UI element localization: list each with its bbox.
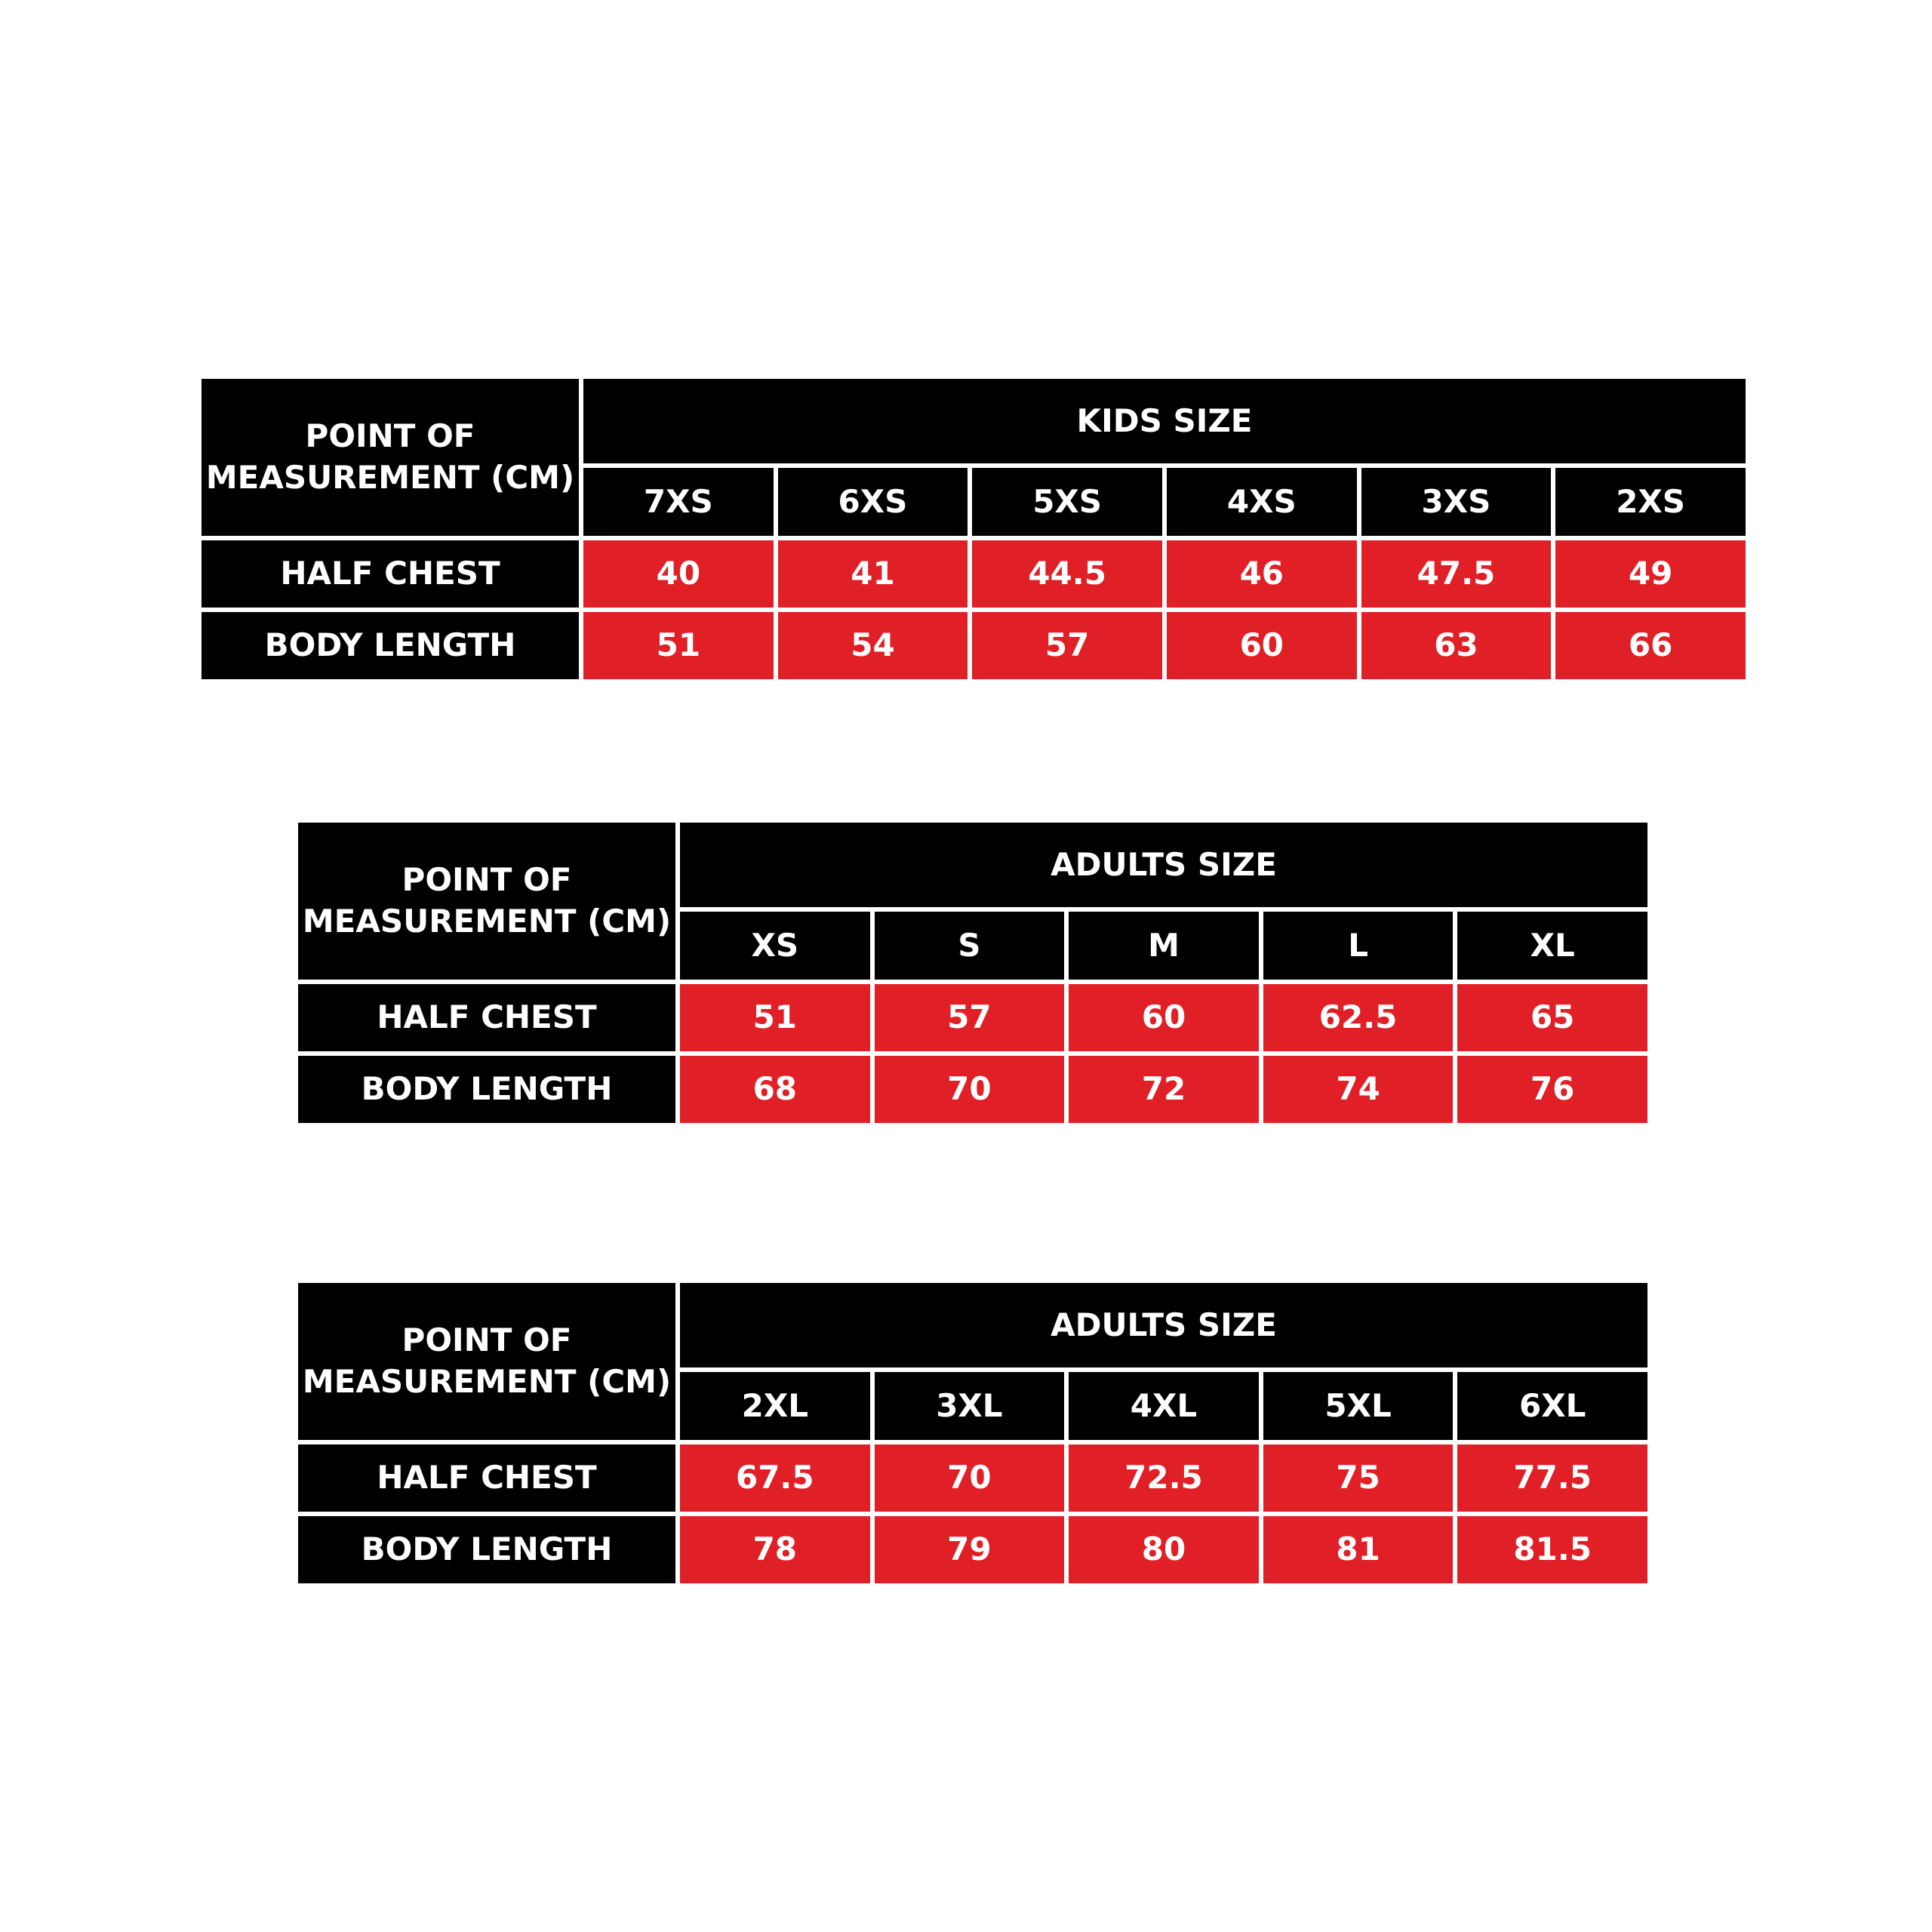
table-row — [298, 984, 1647, 1051]
size-group-header: KIDS SIZE — [583, 379, 1746, 463]
size-group-header: ADULTS SIZE — [680, 1283, 1647, 1367]
size-header: 5XS — [972, 468, 1162, 536]
value-cell: 62.5 — [1263, 984, 1454, 1051]
adults-size-table — [294, 818, 1652, 1128]
value-cell: 63 — [1361, 612, 1552, 679]
value-cell: 57 — [875, 984, 1065, 1051]
table-row — [202, 540, 1746, 608]
size-header: 3XS — [1361, 468, 1552, 536]
kids-size-table — [197, 374, 1750, 684]
size-header: 2XL — [680, 1372, 870, 1440]
value-cell: 78 — [680, 1516, 870, 1583]
value-cell: 81 — [1263, 1516, 1454, 1583]
point-of-measurement-header: POINT OF MEASUREMENT (CM) — [298, 823, 675, 980]
value-cell: 77.5 — [1457, 1444, 1647, 1512]
value-cell: 81.5 — [1457, 1516, 1647, 1583]
value-cell: 47.5 — [1361, 540, 1552, 608]
value-cell: 72.5 — [1069, 1444, 1259, 1512]
row-label: BODY LENGTH — [202, 612, 579, 679]
adults-plus-size-table — [294, 1278, 1652, 1588]
value-cell: 51 — [680, 984, 870, 1051]
size-group-header: ADULTS SIZE — [680, 823, 1647, 907]
value-cell: 66 — [1555, 612, 1746, 679]
size-header: 3XL — [875, 1372, 1065, 1440]
point-of-measurement-header: POINT OF MEASUREMENT (CM) — [202, 379, 579, 536]
size-header: 6XL — [1457, 1372, 1647, 1440]
value-cell: 54 — [778, 612, 968, 679]
size-header: M — [1069, 912, 1259, 980]
point-of-measurement-header: POINT OF MEASUREMENT (CM) — [298, 1283, 675, 1440]
size-header: XL — [1457, 912, 1647, 980]
size-header: 6XS — [778, 468, 968, 536]
size-header: 4XL — [1069, 1372, 1259, 1440]
size-header: L — [1263, 912, 1454, 980]
value-cell: 76 — [1457, 1056, 1647, 1123]
value-cell: 70 — [875, 1056, 1065, 1123]
value-cell: 46 — [1167, 540, 1357, 608]
size-header: XS — [680, 912, 870, 980]
value-cell: 51 — [583, 612, 774, 679]
size-header: 7XS — [583, 468, 774, 536]
value-cell: 41 — [778, 540, 968, 608]
value-cell: 65 — [1457, 984, 1647, 1051]
value-cell: 80 — [1069, 1516, 1259, 1583]
value-cell: 68 — [680, 1056, 870, 1123]
size-header: 2XS — [1555, 468, 1746, 536]
size-header: 5XL — [1263, 1372, 1454, 1440]
value-cell: 75 — [1263, 1444, 1454, 1512]
row-label: HALF CHEST — [202, 540, 579, 608]
value-cell: 60 — [1069, 984, 1259, 1051]
value-cell: 70 — [875, 1444, 1065, 1512]
row-label: HALF CHEST — [298, 1444, 675, 1512]
value-cell: 60 — [1167, 612, 1357, 679]
table-row — [202, 612, 1746, 679]
row-label: HALF CHEST — [298, 984, 675, 1051]
table-row — [298, 1056, 1647, 1123]
value-cell: 57 — [972, 612, 1162, 679]
table-row — [298, 1516, 1647, 1583]
row-label: BODY LENGTH — [298, 1516, 675, 1583]
row-label: BODY LENGTH — [298, 1056, 675, 1123]
size-header: S — [875, 912, 1065, 980]
table-row — [298, 1444, 1647, 1512]
value-cell: 74 — [1263, 1056, 1454, 1123]
value-cell: 40 — [583, 540, 774, 608]
value-cell: 79 — [875, 1516, 1065, 1583]
value-cell: 49 — [1555, 540, 1746, 608]
value-cell: 72 — [1069, 1056, 1259, 1123]
size-header: 4XS — [1167, 468, 1357, 536]
value-cell: 67.5 — [680, 1444, 870, 1512]
value-cell: 44.5 — [972, 540, 1162, 608]
